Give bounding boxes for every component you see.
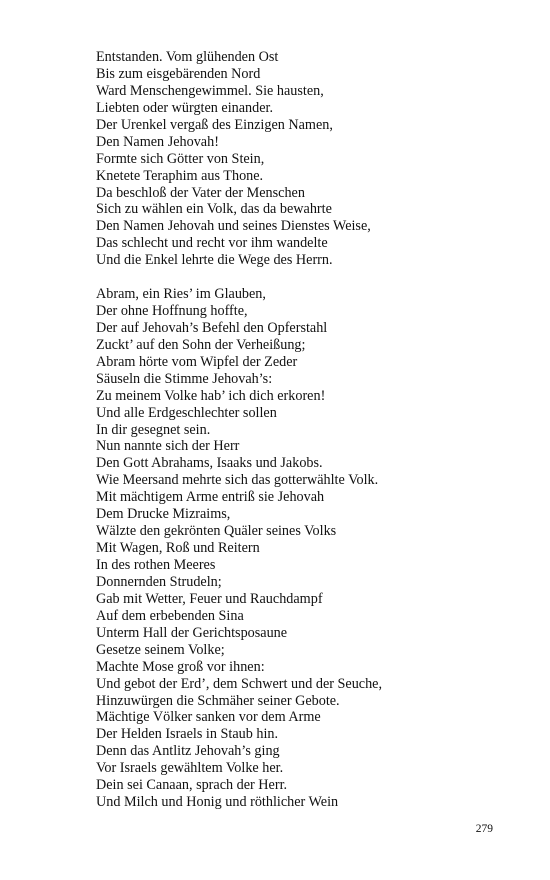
- poem-line: Gesetze seinem Volke;: [96, 641, 225, 658]
- poem-line: Dein sei Canaan, sprach der Herr.: [96, 777, 288, 794]
- poem-line: Knetete Teraphim aus Thone.: [96, 167, 264, 184]
- poem-line: Bis zum eisgebärenden Nord: [96, 65, 261, 82]
- poem-stanza-1: [96, 49, 516, 269]
- poem-line: Mit mächtigem Arme entriß sie Jehovah: [96, 489, 325, 506]
- poem-line: Vor Israels gewähltem Volke her.: [96, 760, 284, 777]
- poem-line: Denn das Antlitz Jehovah’s ging: [96, 743, 280, 760]
- poem-line: Der Urenkel vergaß des Einzigen Namen,: [96, 116, 333, 133]
- poem-line: Liebten oder würgten einander.: [96, 99, 274, 116]
- poem-line: Auf dem erbebenden Sina: [96, 607, 244, 624]
- poem-line: Der auf Jehovah’s Befehl den Opferstahl: [96, 319, 328, 336]
- poem-line: Wälzte den gekrönten Quäler seines Volks: [96, 523, 337, 540]
- poem-line: In dir gesegnet sein.: [96, 421, 211, 438]
- poem-line: Den Namen Jehovah!: [96, 133, 219, 150]
- poem-line: Dem Drucke Mizraims,: [96, 506, 231, 523]
- poem-line: Mit Wagen, Roß und Reitern: [96, 540, 260, 557]
- poem-line: Das schlecht und recht vor ihm wandelte: [96, 235, 328, 252]
- poem-line: Unterm Hall der Gerichtsposaune: [96, 624, 288, 641]
- poem-line: Säuseln die Stimme Jehovah’s:: [96, 370, 273, 387]
- poem-line: Und gebot der Erd’, dem Schwert und der Seuche,: [96, 675, 383, 692]
- poem-stanza-2: [96, 286, 516, 811]
- poem-line: Formte sich Götter von Stein,: [96, 150, 265, 167]
- page-number: 279: [475, 823, 493, 835]
- poem-line: Und alle Erdgeschlechter sollen: [96, 404, 277, 421]
- poem-line: Entstanden. Vom glühenden Ost: [96, 49, 279, 65]
- poem-line: Den Namen Jehovah und seines Dienstes Weise,: [96, 218, 371, 235]
- poem-line: Zu meinem Volke hab’ ich dich erkoren!: [96, 387, 326, 404]
- poem-line: Machte Mose groß vor ihnen:: [96, 658, 265, 675]
- poem-line: Gab mit Wetter, Feuer und Rauchdampf: [96, 590, 323, 607]
- poem-line: Wie Meersand mehrte sich das gotterwählte Volk.: [96, 472, 379, 489]
- poem-line: Sich zu wählen ein Volk, das da bewahrte: [96, 201, 332, 218]
- poem-line: Nun nannte sich der Herr: [96, 438, 240, 455]
- poem-line: Abram hörte vom Wipfel der Zeder: [96, 353, 298, 370]
- poem-line: In des rothen Meeres: [96, 557, 216, 573]
- poem-line: Hinzuwürgen die Schmäher seiner Gebote.: [96, 692, 340, 709]
- poem-line: Abram, ein Ries’ im Glauben,: [96, 286, 266, 302]
- poem-line: Zuckt’ auf den Sohn der Verheißung;: [96, 336, 306, 353]
- poem-line: Ward Menschengewimmel. Sie hausten,: [96, 82, 324, 99]
- poem-line: Mächtige Völker sanken vor dem Arme: [96, 709, 321, 726]
- poem-line: Den Gott Abrahams, Isaaks und Jakobs.: [96, 455, 323, 472]
- poem-line: Und die Enkel lehrte die Wege des Herrn.: [96, 252, 333, 269]
- poem-line: Der ohne Hoffnung hoffte,: [96, 302, 248, 319]
- poem-line: Und Milch und Honig und röthlicher Wein: [96, 794, 339, 811]
- poem-line: Da beschloß der Vater der Menschen: [96, 184, 305, 201]
- poem-line: Donnernden Strudeln;: [96, 573, 222, 590]
- poem-line: Der Helden Israels in Staub hin.: [96, 726, 279, 743]
